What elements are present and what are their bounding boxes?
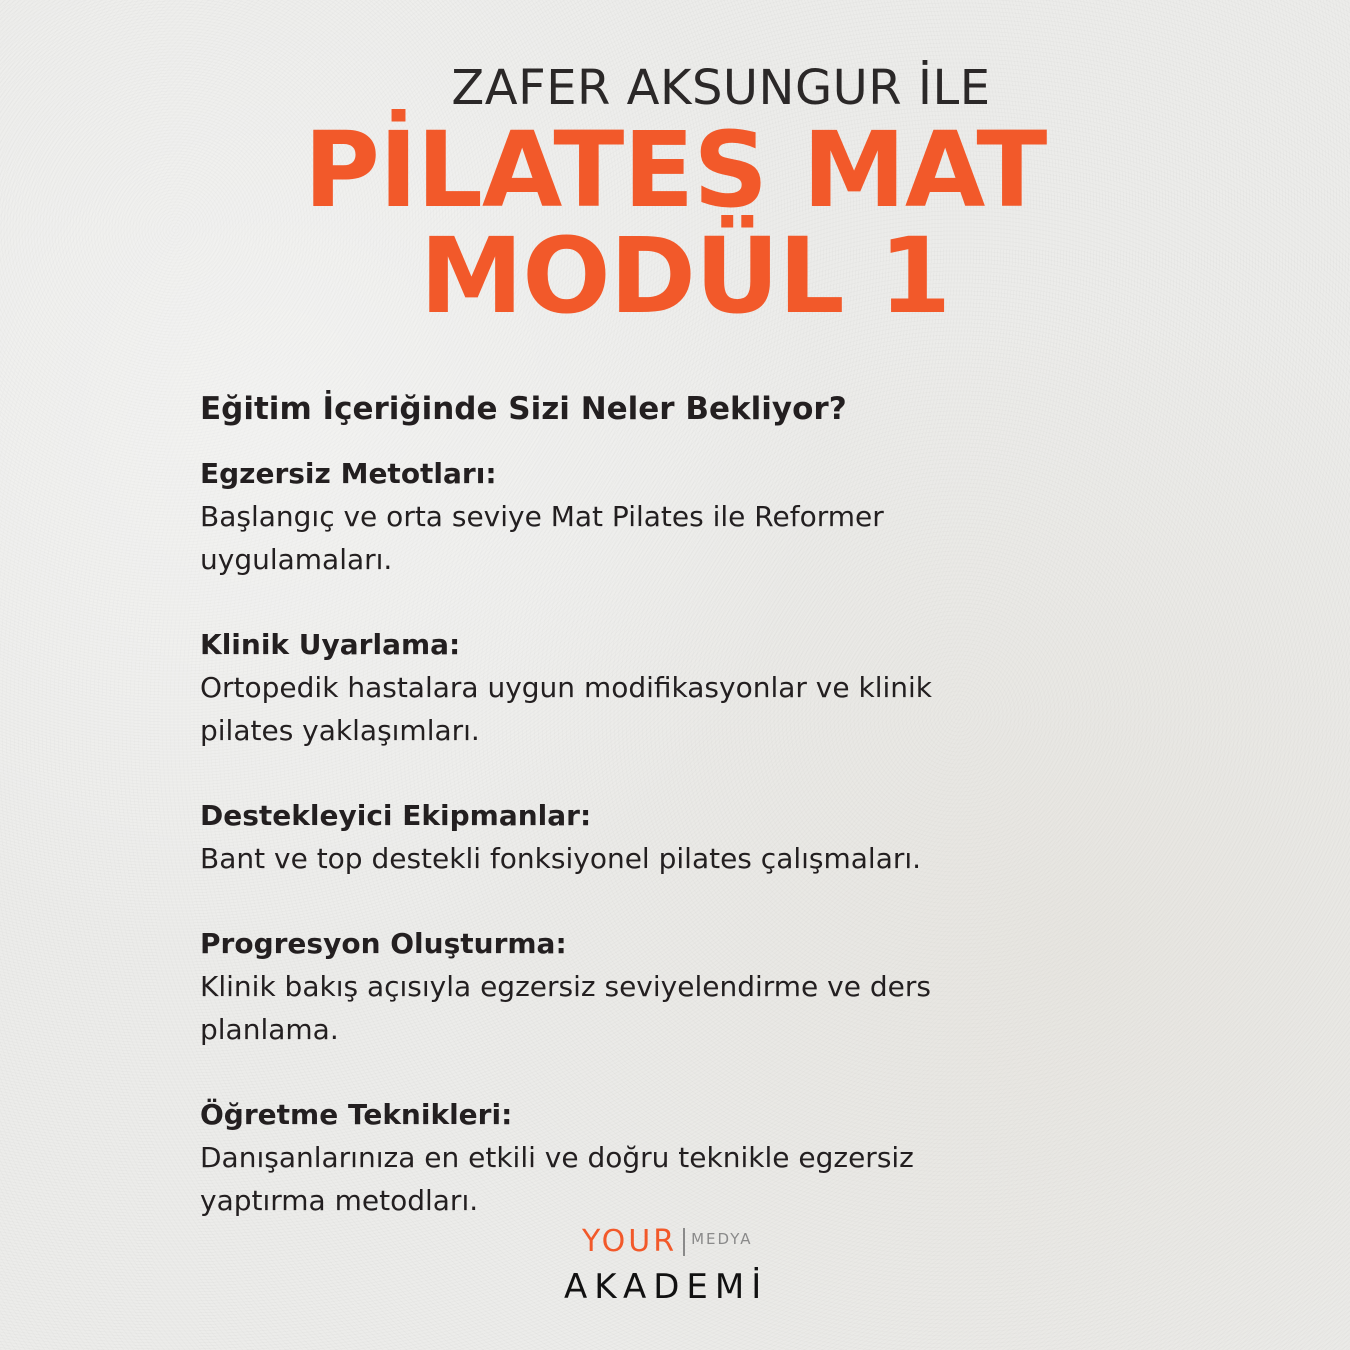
section-text-line: planlama. bbox=[200, 1013, 339, 1046]
section-text-line: Danışanlarınıza en etkili ve doğru teknikle egzersiz bbox=[200, 1141, 914, 1174]
main-title bbox=[0, 109, 1350, 337]
section-text-line: Klinik bakış açısıyla egzersiz seviyelendirme ve ders bbox=[200, 970, 931, 1003]
section-title: Öğretme Teknikleri: bbox=[200, 1098, 513, 1131]
main-title-line-1: PİLATES MAT bbox=[303, 109, 1047, 231]
brand-logo bbox=[560, 1223, 800, 1313]
section-egzersiz-metotlari bbox=[200, 452, 1200, 581]
section-text-line: Bant ve top destekli fonksiyonel pilates çalışmaları. bbox=[200, 842, 922, 875]
section-progresyon-olusturma bbox=[200, 922, 1200, 1051]
section-title: Egzersiz Metotları: bbox=[200, 457, 497, 490]
section-text-line: pilates yaklaşımları. bbox=[200, 714, 480, 747]
section-text-line: Ortopedik hastalara uygun modifikasyonlar ve klinik bbox=[200, 671, 933, 704]
section-title: Destekleyici Ekipmanlar: bbox=[200, 799, 592, 832]
section-question: Eğitim İçeriğinde Sizi Neler Bekliyor? bbox=[200, 391, 847, 427]
brand-logo-top bbox=[582, 1225, 753, 1259]
brand-your: YOUR bbox=[582, 1224, 678, 1259]
section-ogretme-teknikleri bbox=[200, 1093, 1200, 1222]
section-klinik-uyarlama bbox=[200, 623, 1200, 752]
section-destekleyici-ekipmanlar bbox=[200, 794, 1200, 880]
brand-divider bbox=[683, 1228, 685, 1256]
section-title: Progresyon Oluşturma: bbox=[200, 927, 567, 960]
section-text-line: yaptırma metodları. bbox=[200, 1184, 479, 1217]
section-title: Klinik Uyarlama: bbox=[200, 628, 461, 661]
brand-akademi: AKADEMİ bbox=[564, 1267, 769, 1307]
main-title-line-2: MODÜL 1 bbox=[419, 215, 951, 337]
pre-title: ZAFER AKSUNGUR İLE bbox=[451, 60, 991, 116]
section-text-line: uygulamaları. bbox=[200, 543, 393, 576]
brand-medya: MEDYA bbox=[691, 1230, 753, 1248]
section-text-line: Başlangıç ve orta seviye Mat Pilates ile Reformer bbox=[200, 500, 884, 533]
content-body bbox=[200, 388, 1200, 1264]
